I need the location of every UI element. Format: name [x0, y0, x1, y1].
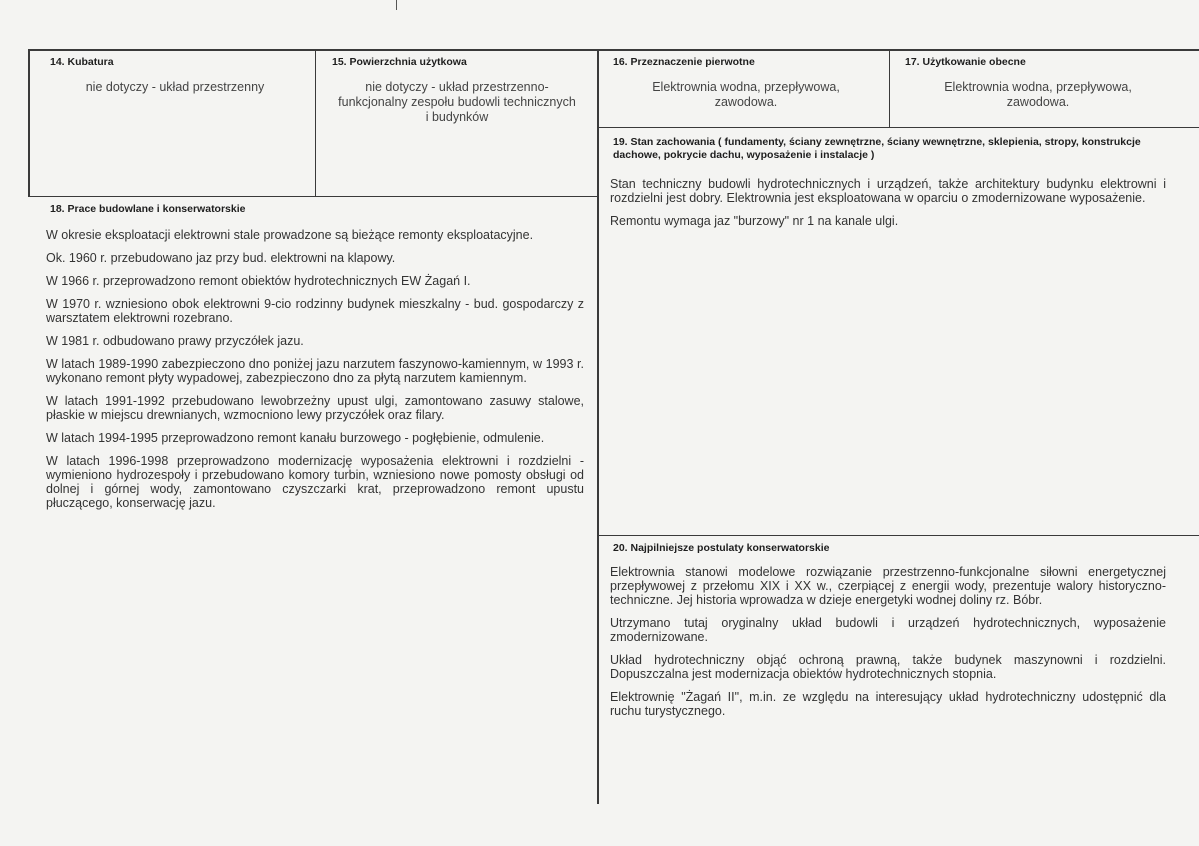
kubatura-heading: 14. Kubatura	[50, 56, 114, 68]
condition-heading: 19. Stan zachowania ( fundamenty, ściany zewnętrzne, ściany wewnętrzne, sklepienia, stropy, konstrukcje dachowe, pokrycie dachu, wyposażenie i instalacje )	[613, 136, 1141, 161]
original-purpose-value: Elektrownia wodna, przepływowa, zawodowa.	[652, 80, 840, 109]
works-paragraph-9: W latach 1996-1998 przeprowadzono modernizację wyposażenia elektrowni i rozdzielni - wymieniono hydrozespoły i przebudowano komory turbin, wzniesiono nowe pomosty obsługi od dolnej i górnej wody, zamontowano czyszczarki krat, przeprowadzono remont upustu płuczącego, konserwację jazu.	[46, 454, 584, 510]
postulates-paragraph-2: Utrzymano tutaj oryginalny układ budowli i urządzeń hydrotechnicznych, wyposażenie zmodernizowane.	[610, 616, 1166, 644]
binding-mark	[396, 0, 397, 10]
works-paragraph-7: W latach 1991-1992 przebudowano lewobrzeżny upust ulgi, zamontowano zasuwy stalowe, płaskie w miejscu drewnianych, wzmocniono lewy przyczółek oraz filary.	[46, 394, 584, 422]
postulates-paragraph-1: Elektrownia stanowi modelowe rozwiązanie przestrzenno-funkcjonalne siłowni energetycznej przepływowej z przełomu XIX i XX w., czerpiącej z energii wody, prezentuje walory historyczno-techniczne. Jej historia wprowadza w dzieje energetyki wodnej doliny rz. Bóbr.	[610, 565, 1166, 607]
postulates-heading: 20. Najpilniejsze postulaty konserwatorskie	[613, 542, 830, 554]
works-paragraph-1: W okresie eksploatacji elektrowni stale prowadzone są bieżące remonty eksploatacyjne.	[46, 228, 534, 242]
postulates-text	[610, 565, 1166, 727]
original-purpose-heading: 16. Przeznaczenie pierwotne	[613, 56, 755, 68]
section19-top	[598, 127, 1199, 128]
divider-14-15	[315, 49, 316, 197]
kubatura-value: nie dotyczy - układ przestrzenny	[85, 80, 265, 94]
works-paragraph-3: W 1966 r. przeprowadzono remont obiektów hydrotechnicznych EW Żagań I.	[46, 274, 471, 288]
works-paragraph-2: Ok. 1960 r. przebudowano jaz przy bud. elektrowni na klapowy.	[46, 251, 396, 265]
works-heading: 18. Prace budowlane i konserwatorskie	[50, 203, 246, 215]
works-paragraph-8: W latach 1994-1995 przeprowadzono remont kanału burzowego - pogłębienie, odmulenie.	[46, 431, 545, 445]
section18-top	[28, 196, 598, 197]
usable-area-value: nie dotyczy - układ przestrzenno-funkcjonalny zespołu budowli technicznych i budynków	[338, 80, 576, 124]
left-border	[28, 49, 30, 197]
works-paragraph-5: W 1981 r. odbudowano prawy przyczółek jazu.	[46, 334, 304, 348]
divider-16-17	[889, 49, 890, 127]
works-paragraph-6: W latach 1989-1990 zabezpieczono dno poniżej jazu narzutem faszynowo-kamiennym, w 1993 r. wykonano remont płyty wypadowej, zabezpieczono dno za płytą narzutem kamiennym.	[46, 357, 584, 385]
condition-text	[610, 177, 1166, 237]
works-text	[46, 228, 584, 519]
current-use-value: Elektrownia wodna, przepływowa, zawodowa.	[944, 80, 1132, 109]
center-divider	[597, 49, 599, 804]
section20-top	[598, 535, 1199, 536]
works-paragraph-4: W 1970 r. wzniesiono obok elektrowni 9-cio rodzinny budynek mieszkalny - bud. gospodarczy z warsztatem elektrowni rozebrano.	[46, 297, 584, 325]
condition-paragraph-1: Stan techniczny budowli hydrotechnicznych i urządzeń, także architektury budynku elektrowni i rozdzielni jest dobry. Elektrownia jest eksploatowana w oparciu o zmodernizowane wyposażenie.	[610, 177, 1166, 205]
usable-area-heading: 15. Powierzchnia użytkowa	[332, 56, 467, 68]
condition-paragraph-2: Remontu wymaga jaz "burzowy" nr 1 na kanale ulgi.	[610, 214, 899, 228]
postulates-paragraph-4: Elektrownię "Żagań II", m.in. ze względu na interesujący układ hydrotechniczny udostępnić dla ruchu turystycznego.	[610, 690, 1166, 718]
postulates-paragraph-3: Układ hydrotechniczny objąć ochroną prawną, także budynek maszynowni i rozdzielni. Dopuszczalna jest modernizacja obiektów hydrotechnicznych stopnia.	[610, 653, 1166, 681]
top-border	[28, 49, 1199, 51]
current-use-heading: 17. Użytkowanie obecne	[905, 56, 1026, 68]
